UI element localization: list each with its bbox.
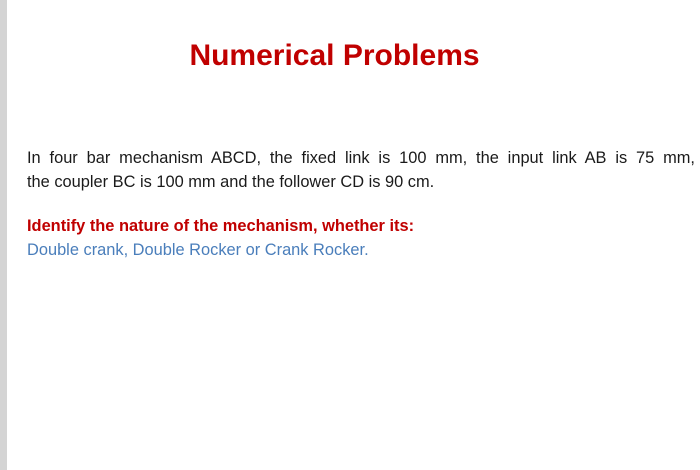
left-edge-bar [0, 0, 7, 470]
slide [7, 0, 700, 470]
problem-line-1: In four bar mechanism ABCD, the fixed link is 100 mm, the input link AB is 75 mm, [27, 149, 695, 167]
slide-title: Numerical Problems [189, 39, 480, 72]
question-text: Identify the nature of the mechanism, whether its: [27, 217, 415, 235]
answer-options: Double crank, Double Rocker or Crank Rocker. [27, 241, 369, 259]
problem-statement [27, 146, 695, 194]
problem-line-2: the coupler BC is 100 mm and the follower CD is 90 cm. [27, 173, 435, 191]
